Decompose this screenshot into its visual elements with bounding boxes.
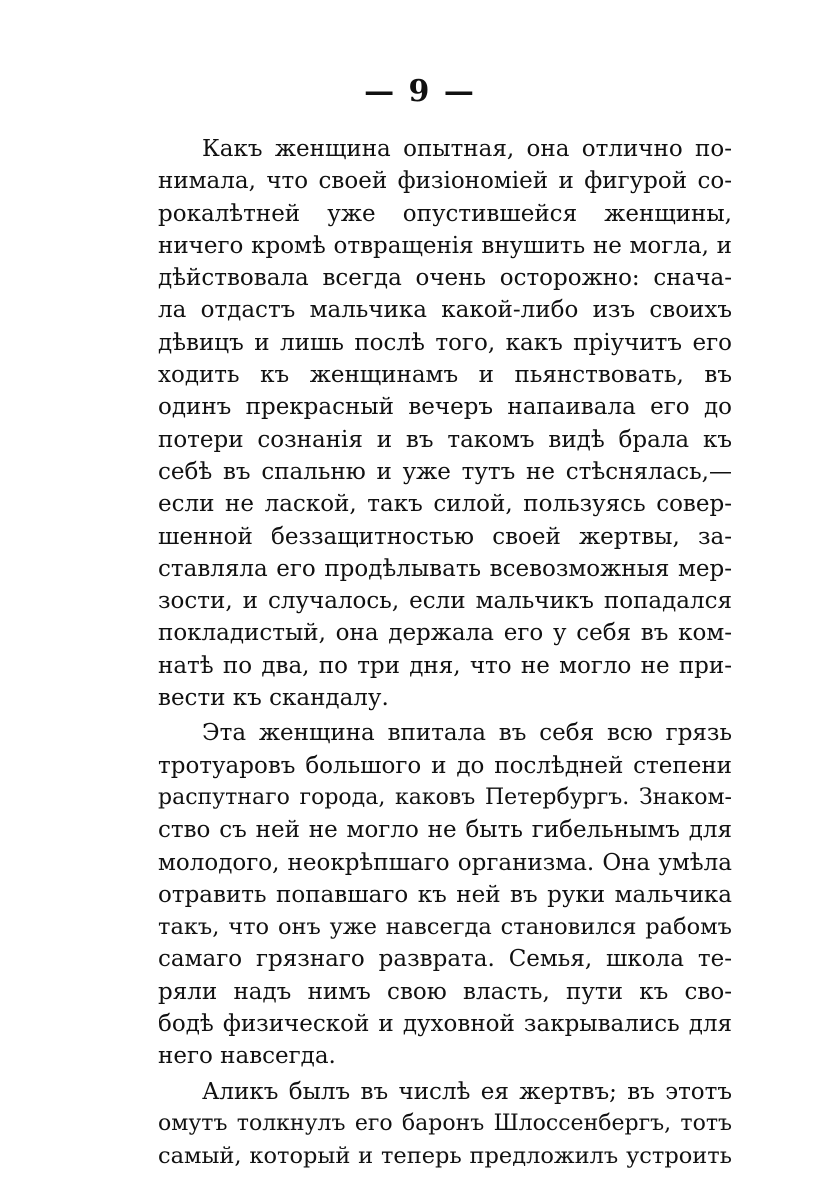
text-line: ходить къ женщинамъ и пьянствовать, въ <box>158 362 732 389</box>
paragraph-2 <box>158 717 732 1072</box>
paragraph-1 <box>158 133 732 714</box>
text-line: вести къ скандалу. <box>158 685 389 712</box>
paragraph-3 <box>158 1076 732 1173</box>
text-line: распутнаго города, каковъ Петербургъ. Знаком- <box>158 784 732 810</box>
text-line: Какъ женщина опытная, она отлично по- <box>202 136 732 162</box>
text-line: молодого, неокрѣпшаго организма. Она умѣла <box>158 849 732 876</box>
text-line: самый, который и теперь предложилъ устроить <box>158 1143 732 1170</box>
text-line: шенной беззащитностью своей жертвы, за- <box>158 523 732 550</box>
text-line: если не лаской, такъ силой, пользуясь совер- <box>158 491 732 518</box>
text-line: ряли надъ нимъ свою власть, пути къ сво- <box>158 978 732 1005</box>
text-line: зости, и случалось, если мальчикъ попадался <box>158 588 732 615</box>
text-line: дѣйствовала всегда очень осторожно: снача- <box>158 265 732 292</box>
text-line: ла отдастъ мальчика какой-либо изъ своихъ <box>158 297 732 324</box>
text-line: отравить попавшаго къ ней въ руки мальчика <box>158 881 732 908</box>
text-line: покладистый, она держала его у себя въ ком- <box>158 620 732 647</box>
text-line: ничего кромѣ отвращенія внушить не могла, и <box>158 232 732 259</box>
text-line: нимала, что своей физіономіей и фигурой со- <box>158 168 732 195</box>
text-line: Эта женщина впитала въ себя всю грязь <box>202 720 732 747</box>
text-line: одинъ прекрасный вечеръ напаивала его до <box>158 394 732 421</box>
text-line: дѣвицъ и лишь послѣ того, какъ пріучитъ его <box>158 329 732 356</box>
text-line: натѣ по два, по три дня, что не могло не при- <box>158 652 732 679</box>
text-line: бодѣ физической и духовной закрывались для <box>158 1011 732 1038</box>
page-number: — 9 — <box>364 74 476 109</box>
text-line: ставляла его продѣлывать всевозможныя мер- <box>158 555 732 582</box>
text-line: него навсегда. <box>158 1043 336 1070</box>
text-line: себѣ въ спальню и уже тутъ не стѣснялась,— <box>158 458 732 485</box>
text-line: самаго грязнаго разврата. Семья, школа те- <box>158 946 732 973</box>
body-text <box>158 133 732 1173</box>
text-line: Аликъ былъ въ числѣ ея жертвъ; въ этотъ <box>202 1078 732 1105</box>
text-line: тротуаровъ большого и до послѣдней степени <box>158 752 732 779</box>
text-line: рокалѣтней уже опустившейся женщины, <box>158 200 732 227</box>
text-line: такъ, что онъ уже навсегда становился рабомъ <box>158 914 732 941</box>
text-line: ство съ ней не могло не быть гибельнымъ для <box>158 817 732 844</box>
text-line: омутъ толкнулъ его баронъ Шлоссенбергъ, тотъ <box>158 1110 732 1136</box>
text-line: потери сознанія и въ такомъ видѣ брала къ <box>158 426 732 453</box>
